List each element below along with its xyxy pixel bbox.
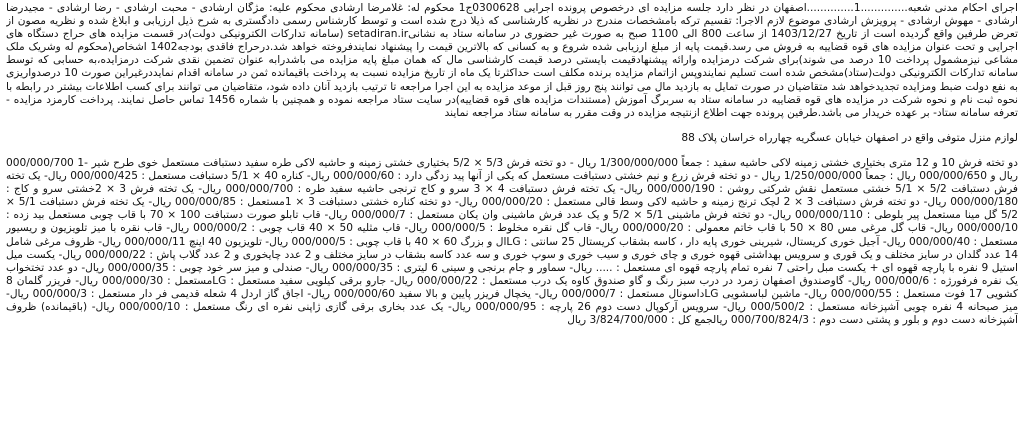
items-list-paragraph: دو تخته فرش 10 و 12 متری بختیاری خشتی زمینه لاکی حاشیه سفید : جمعاً 1/300/000/000 ریال - دو تخته فرش 5/3 × 5/2 بختیاری خشتی زمینه و حاشیه لاکی طره سفید دستبافت مستعمل خوی طرح شیر -1 000/000/700 ریال و 000/000/650 ریال : جمعاً 1/250/000/000 ریال - دو تخته فرش زرع و نیم خشتی دستبافت مستعمل که یکی از آنها پید زدگی دارد : 000/000/60 ریال- کناره 40 × 5/1 دستبافت مستعمل : 000/000/425 ریال- یک تخته فرش دستبافت 5/2 × 5/1 خشتی مستعمل نقش شرکتی روشن : 000/000/190 ریال- یک تخته فرش دستبافت 4 × 3 سرو و کاج ترنجی حاشیه سفید طره : 000/000/700 ریال- یک تخته فرش 3 × 2خشتی سرو و کاج : 000/000/180 ریال- دو تخته فرش دستبافت 3 × 2 لچک ترنج زمینه و حاشیه لاکی وسط قالی مستعمل : 000/000/20 ریال- دو تخته کناره خشتی دستبافت 3 × 1مستعمل : 000/000/85 ریال- یک تخته فرش دستبافت 5/1 × 5/2 گل مینا مستعمل پیر بلوطی : 000/000/110 ریال- دو تخته فرش ماشینی 5/1 × 5/2 و یک عدد فرش ماشینی وان یکان مستعمل : 000/000/7 ریال- قاب تابلو صورت دستبافت 100 × 70 با قاب چوبی مستعمل بید زده : 000/000/10 ریال- قاب گل مرغی مس 80 × 50 با قاب خاتم معمولی : 000/000/20 ریال- قاب گل نقره مخلوط : 000/000/5 ریال- قاب مثلیه 50 × 40 قاب چوبی : 000/000/2 ریال- قاب نقره با میز تلویزیون و ریسیور مستعمل : 000/000/40 ریال- آجیل خوری کریستال، شیرینی خوری پایه دار ، کاسه بشقاب کریستال 25 سانتی : LGال و بزرگ 60 × 40 با قاب چوبی : 000/000/5 ریال- تلویزیون 40 اینچ 000/000/11 ریال- ظروف مرغی شامل 14 عدد گلدان در سایز مختلف و یک قوری و سرویس بهداشتی قهوه خوری و چای خوری و سیب خوری و سوپ خوری و سه عدد کاسه بشقاب در سایز مختلف و 2 عدد چایخوری و 2 عدد گلاب پاش : 000/000/22 ریال- یکست میل استیل 9 نفره با پارچه قهوه ای + یکست مبل راحتی 7 نفره تمام پارچه قهوه ای مستعمل : ..... ریال- سماور و جام برنجی و سینی 6 لیتری : 000/000/35 ریال- صندلی و میز سر خود چوبی : 000/000/35 ریال- دو عدد تختخواب یک نفره فرفورژه : 000/000/6 ریال- گاوصندوق اصفهان زمرد در درب سبز رنگ و گاو صندوق کاوه یک درب مستعمل : 000/000/22 ریال- جارو برقی کیلویی سفید مستعمل : LGمستعمل : 000/000/30 ریال- فریزر گلمان 8 کشویی 17 فوت مستعمل : 000/000/55 ریال- ماشین لباسشویی LGداسونال مستعمل : 000/000/7 ریال- یخچال فریزر پایین و بالا سفید 000/000/60 ریال- اجاق گاز اردل 4 شعله قدیمی فر دار مستعمل : 000/000/3 ریال- میز صبحانه 4 نفره چوبی آشپزخانه مستعمل : 000/500/2 ریال- سرویس آرکوپال دست دوم 26 پارچه : 000/000/95 ریال- یک عدد بخاری برقی گازی ژاپنی نفره ای رنگ مستعمل : 000/000/10 ریال- (باقیمانده) ظروف آشپزخانه دست دوم و بلور و پشتی دست دوم : 000/700/824/3 ریالجمع کل : 3/824/700/000 ریال <box>6 156 1018 327</box>
paragraph-spacer <box>6 145 1018 157</box>
property-location-heading: لوازم منزل متوفی واقع در اصفهان خیابان عسگریه چهارراه خراسان پلاک 88 <box>681 131 1018 144</box>
notice-intro-paragraph: اجرای احکام مدنی شعبه..............1..............اصفهان در نظر دارد جلسه مزایده ای درخصوص پرونده اجرایی 0300628ج1 محکوم له: غلامرضا ارشادی محکوم علیه: مژگان ارشادی - محبت ارشادی - رضا ارشادی - مجیدرضا ارشادی - مهوش ارشادی - پرویزش ارشادی موضوع لازم الاجرا: تقسیم ترکه بامشخصات مندرج در نظریه کارشناسی که ذیلا درج شده است و توسط کارشناس رسمی دادگستری به شرح ذیل ارزیابی و ابلاغ شده و نظریه مصون از تعرض طرفین واقع گردیده است از تاریخ 1403/12/27 از ساعت 800 الی 1100 صبح به صورت غیر حضوری در سامانه ستاد به نشانیsetadiran.ir (سامانه تدارکات الکترونیکی دولت)در قسمت مزایده های حراج دستگاه های اجرایی و تحت عنوان مزایده های قوه قضاییه به فروش می رسد.قیمت پایه از مبلغ ارزیابی شده شروع و به کسانی که بالاترین قیمت را پیشنهاد نمایندفروخته خواهد شد.درحراج فاقدی بودجه1402 اشخاص(محکوم له وشریک ملک مشاعی نیزمشمول پرداخت 10 درصد می شوند)برای شرکت درمزایده وارائه پیشنهادقیمت بایستی درصد قیمت کارشناسی مال که همان مبلغ پایه مزایده می باشدرابه عنوان تضمین نقدی شرکت درمزایده،به حسابی که توسط سامانه تدارکات الکترونیکی دولت(ستاد)مشخص شده است تسلیم نمایندوپس ازاتمام مزایده برنده مکلف است حداکثرتا یک ماه از تاریخ مزایده نسبت به پرداخت باقیمانده ثمن در سامانه اقدام نمایددرغیراین صورت 10 درصدواریزی به نفع دولت ضبط ومزایده تجدیدخواهد شد متقاضیان در صورت تمایل به بازدید مال می توانند پنج روز قبل از موعد مزایده به این اجرا مراجعه تا ترتیب بازدید آنان داده شود، متقاضیان می توانند برای کسب اطلاعات بیشتر در رابطه با نحوه ثبت نام و نحوه شرکت در مزایده های قوه قضاییه در سامانه ستاد به سربرگ آموزش (مستندات مزایده های قوه قضاییه)در سایت ستاد مراجعه نموده و همچنین با شماره 1456 تماس حاصل نمایند. پرداخت کارمزد مزایده - تعرفه سامانه ستاد- بر عهده خریدار می باشد.طرفین پرونده جهت اطلاع ازنتیجه مزایده در وقت مقرر به سامانه ستاد مراجعه نمایند <box>6 2 1018 119</box>
paragraph-spacer <box>6 120 1018 132</box>
auction-notice <box>6 2 1018 438</box>
